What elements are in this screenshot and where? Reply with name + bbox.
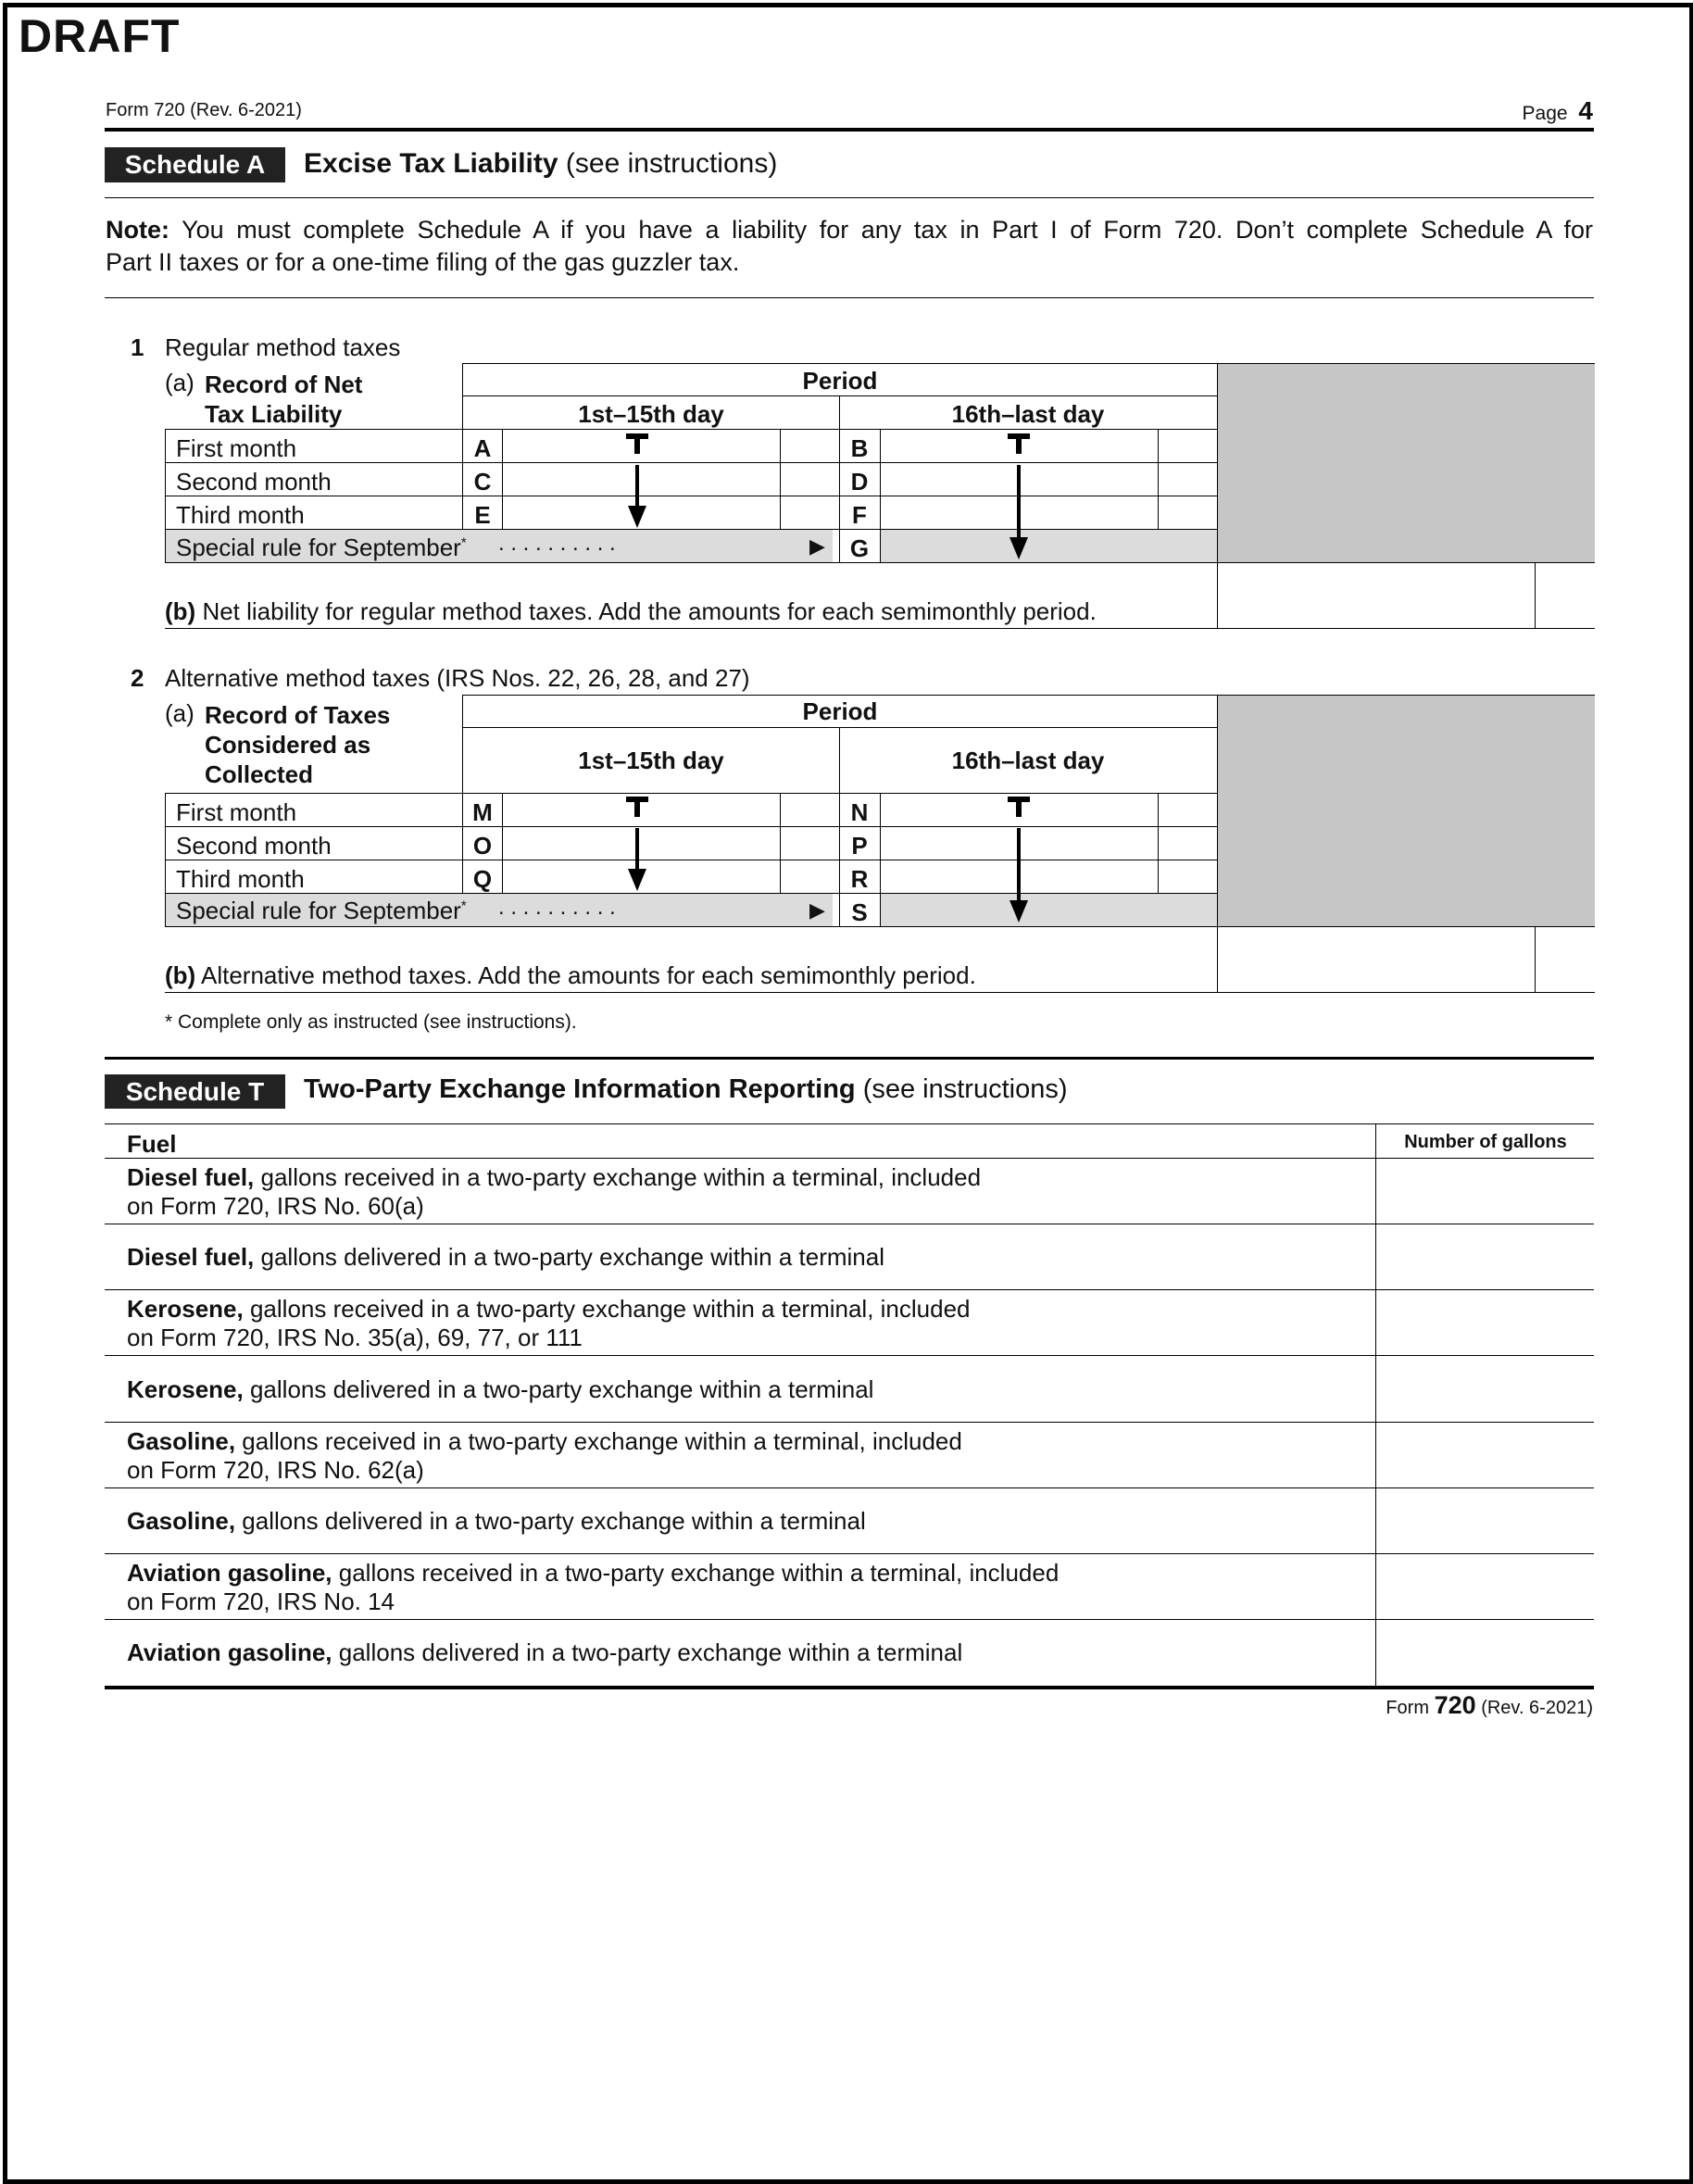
line-2-period: Period xyxy=(802,697,878,725)
fuel-description xyxy=(127,1159,1368,1224)
rule xyxy=(780,429,781,529)
down-arrow-icon xyxy=(621,432,654,532)
fuel-description-text: gallons received in a two-party exchange within a terminal, included xyxy=(260,1162,982,1191)
line-1-row-second: Second month xyxy=(176,468,332,496)
schedule-t-title xyxy=(304,1074,1068,1105)
rule xyxy=(1158,429,1159,529)
note-rule xyxy=(105,297,1594,298)
table-row xyxy=(105,1290,1594,1356)
line-2a-title-3: Collected xyxy=(205,760,314,788)
line-2b-amount-field[interactable] xyxy=(1218,927,1535,992)
footnote-mark: * xyxy=(460,534,467,551)
note-label: Note: xyxy=(106,216,169,244)
fuel-type: Gasoline, xyxy=(127,1426,236,1455)
table-row xyxy=(105,1423,1594,1488)
line-2-row-first: First month xyxy=(176,798,297,826)
schedule-a-title xyxy=(304,148,777,180)
rule xyxy=(780,793,781,893)
schedule-a-title-bold: Excise Tax Liability xyxy=(304,148,558,179)
letter-d: D xyxy=(850,468,869,496)
rule xyxy=(165,992,1595,993)
line-1b xyxy=(165,597,1097,626)
pointer-arrow-icon: ▶ xyxy=(809,534,825,558)
letter-g: G xyxy=(849,534,870,562)
fuel-description-text: gallons delivered in a two-party exchange within a terminal xyxy=(338,1638,963,1666)
fuel-description-line-1 xyxy=(127,1427,1368,1456)
fuel-type: Gasoline, xyxy=(127,1507,236,1535)
table-row xyxy=(105,1488,1594,1554)
schedule-a-badge: Schedule A xyxy=(105,147,285,182)
line-1a-title-1: Record of Net xyxy=(205,370,363,398)
line-1a-label: (a) xyxy=(165,369,194,396)
line-2-field-s[interactable] xyxy=(881,894,1217,926)
fuel-description-line-1 xyxy=(127,1507,1368,1536)
fuel-description xyxy=(127,1488,1368,1554)
row-divider xyxy=(105,1355,1594,1356)
letter-n: N xyxy=(850,798,869,826)
leader-dots: . . . . . . . . . . xyxy=(498,531,616,556)
footnote-mark: * xyxy=(460,897,467,914)
letter-r: R xyxy=(850,865,869,893)
fuel-description xyxy=(127,1224,1368,1290)
line-2b-cents-field[interactable] xyxy=(1536,927,1594,992)
line-1-col2: 16th–last day xyxy=(951,400,1105,428)
footer-form-label: Form xyxy=(1386,1698,1430,1718)
gallons-input[interactable] xyxy=(1376,1290,1594,1356)
fuel-description-line-2: on Form 720, IRS No. 62(a) xyxy=(127,1455,424,1484)
fuel-description-text: gallons delivered in a two-party exchange within a terminal xyxy=(260,1243,884,1271)
schedule-t-title-rest: (see instructions) xyxy=(862,1074,1068,1104)
table-row xyxy=(105,1224,1594,1290)
header-rule xyxy=(105,128,1594,132)
page-indicator xyxy=(1523,96,1593,126)
note-line-2: Part II taxes or for a one-time filing of the gas guzzler tax. xyxy=(106,248,740,276)
down-arrow-icon xyxy=(1002,795,1035,926)
line-1-special-label: Special rule for September xyxy=(176,533,461,561)
rule xyxy=(165,628,1595,629)
line-2b-text: Alternative method taxes. Add the amounts for each semimonthly period. xyxy=(201,961,976,989)
table-row xyxy=(105,1159,1594,1224)
letter-m: M xyxy=(472,798,493,826)
line-2a-title-2: Considered as xyxy=(205,731,371,759)
fuel-description-text: gallons delivered in a two-party exchange within a terminal xyxy=(249,1375,874,1403)
footer-rev: (Rev. 6-2021) xyxy=(1481,1698,1593,1718)
leader-dots: . . . . . . . . . . xyxy=(498,895,616,920)
fuel-description xyxy=(127,1620,1368,1686)
form-revision: Form 720 (Rev. 6-2021) xyxy=(106,100,302,120)
line-1-special-rule xyxy=(176,533,467,562)
line-1-title: Regular method taxes xyxy=(165,333,401,361)
fuel-description-line-1 xyxy=(127,1638,1368,1667)
gallons-input[interactable] xyxy=(1376,1224,1594,1290)
fuel-description-text: gallons received in a two-party exchange within a terminal, included xyxy=(338,1558,1060,1587)
down-arrow-icon xyxy=(1002,432,1035,563)
gallons-input[interactable] xyxy=(1376,1488,1594,1554)
line-2-row-third: Third month xyxy=(176,865,305,893)
line-2b-label: (b) xyxy=(165,961,196,989)
rule xyxy=(462,695,463,893)
line-1-shaded-area xyxy=(1217,363,1595,562)
section-rule xyxy=(105,1057,1594,1060)
letter-p: P xyxy=(851,832,868,860)
letter-b: B xyxy=(850,434,869,462)
fuel-column-header: Fuel xyxy=(127,1130,177,1158)
line-2-title: Alternative method taxes (IRS Nos. 22, 26, 28, and 27) xyxy=(165,664,750,692)
line-2a-label: (a) xyxy=(165,699,194,727)
letter-s: S xyxy=(851,898,868,926)
gallons-input[interactable] xyxy=(1376,1423,1594,1488)
schedule-t-title-bold: Two-Party Exchange Information Reporting xyxy=(304,1074,856,1104)
rule xyxy=(463,363,1595,364)
footer xyxy=(1386,1691,1593,1720)
line-2b xyxy=(165,961,976,990)
rule xyxy=(463,395,1217,396)
line-2-col2: 16th–last day xyxy=(951,747,1105,774)
note-line-1: You must complete Schedule A if you have a liability for any tax in Part I of Form 720. Don’t complete Schedule A for xyxy=(182,216,1594,244)
line-1-row-third: Third month xyxy=(176,501,305,529)
line-1b-text: Net liability for regular method taxes. Add the amounts for each semimonthly period. xyxy=(202,597,1097,625)
gallons-input[interactable] xyxy=(1376,1554,1594,1620)
fuel-description xyxy=(127,1423,1368,1488)
fuel-type: Aviation gasoline, xyxy=(127,1558,332,1587)
footnote: * Complete only as instructed (see instructions). xyxy=(165,1011,577,1033)
fuel-description-line-1 xyxy=(127,1243,1368,1272)
letter-o: O xyxy=(472,832,493,860)
fuel-type: Diesel fuel, xyxy=(127,1162,255,1191)
fuel-description xyxy=(127,1357,1368,1423)
line-2-number: 2 xyxy=(131,664,144,692)
table-row xyxy=(105,1357,1594,1423)
schedule-a-title-rest: (see instructions) xyxy=(565,148,778,179)
fuel-type: Aviation gasoline, xyxy=(127,1638,332,1666)
line-2-special-label: Special rule for September xyxy=(176,897,461,924)
fuel-description xyxy=(127,1554,1368,1620)
fuel-description-line-1 xyxy=(127,1559,1368,1588)
schedule-t-badge: Schedule T xyxy=(105,1074,285,1109)
down-arrow-icon xyxy=(621,795,654,895)
letter-a: A xyxy=(473,434,492,462)
line-1a-title xyxy=(205,370,362,429)
fuel-description-line-1 xyxy=(127,1163,1368,1192)
fuel-description-text: gallons delivered in a two-party exchange within a terminal xyxy=(242,1507,866,1535)
line-1b-amount-field[interactable] xyxy=(1218,563,1535,628)
gallons-input[interactable] xyxy=(1376,1357,1594,1423)
schedule-a-note xyxy=(106,214,1593,279)
table-row xyxy=(105,1620,1594,1686)
line-2-special-rule xyxy=(176,897,467,925)
fuel-description-line-1 xyxy=(127,1295,1368,1324)
line-1-period: Period xyxy=(802,367,878,395)
page-number: 4 xyxy=(1578,96,1593,125)
fuel-description-line-1 xyxy=(127,1375,1368,1404)
line-1b-label: (b) xyxy=(165,597,196,625)
gallons-input[interactable] xyxy=(1376,1159,1594,1224)
letter-q: Q xyxy=(472,865,493,893)
line-1-field-g[interactable] xyxy=(881,530,1217,562)
rule xyxy=(463,695,1595,696)
fuel-description-line-2: on Form 720, IRS No. 14 xyxy=(127,1587,395,1615)
draft-watermark: DRAFT xyxy=(19,10,181,62)
line-1b-cents-field[interactable] xyxy=(1536,563,1594,628)
line-2-col1: 1st–15th day xyxy=(578,747,724,774)
fuel-description-line-2: on Form 720, IRS No. 60(a) xyxy=(127,1191,424,1220)
gallons-column-header: Number of gallons xyxy=(1404,1132,1567,1152)
fuel-type: Kerosene, xyxy=(127,1375,244,1403)
fuel-description-text: gallons received in a two-party exchange within a terminal, included xyxy=(249,1294,971,1323)
rule xyxy=(165,429,166,562)
fuel-description xyxy=(127,1290,1368,1356)
line-2a-title xyxy=(205,700,390,789)
letter-c: C xyxy=(473,468,492,496)
line-1a-title-2: Tax Liability xyxy=(205,400,343,428)
page-label: Page xyxy=(1522,103,1568,124)
letter-e: E xyxy=(474,501,491,529)
line-1-col1: 1st–15th day xyxy=(578,400,724,428)
line-1-row-first: First month xyxy=(176,434,297,462)
schedule-t-bottom-rule xyxy=(105,1686,1594,1689)
line-2a-title-1: Record of Taxes xyxy=(205,701,391,729)
line-1-number: 1 xyxy=(131,333,144,361)
rule xyxy=(1158,793,1159,893)
fuel-description-text: gallons received in a two-party exchange within a terminal, included xyxy=(242,1426,962,1455)
table-row xyxy=(105,1554,1594,1620)
rule xyxy=(463,727,1217,728)
line-2-shaded-area xyxy=(1217,695,1595,926)
letter-f: F xyxy=(852,501,867,529)
fuel-type: Kerosene, xyxy=(127,1294,244,1323)
gallons-input[interactable] xyxy=(1376,1620,1594,1686)
rule xyxy=(105,1123,1594,1124)
schedule-a-rule xyxy=(105,197,1594,198)
line-2-row-second: Second month xyxy=(176,832,332,860)
pointer-arrow-icon: ▶ xyxy=(809,898,825,922)
fuel-description-line-2: on Form 720, IRS No. 35(a), 69, 77, or 111 xyxy=(127,1323,583,1351)
rule xyxy=(165,793,166,926)
fuel-type: Diesel fuel, xyxy=(127,1243,255,1271)
footer-form-number: 720 xyxy=(1434,1691,1476,1719)
